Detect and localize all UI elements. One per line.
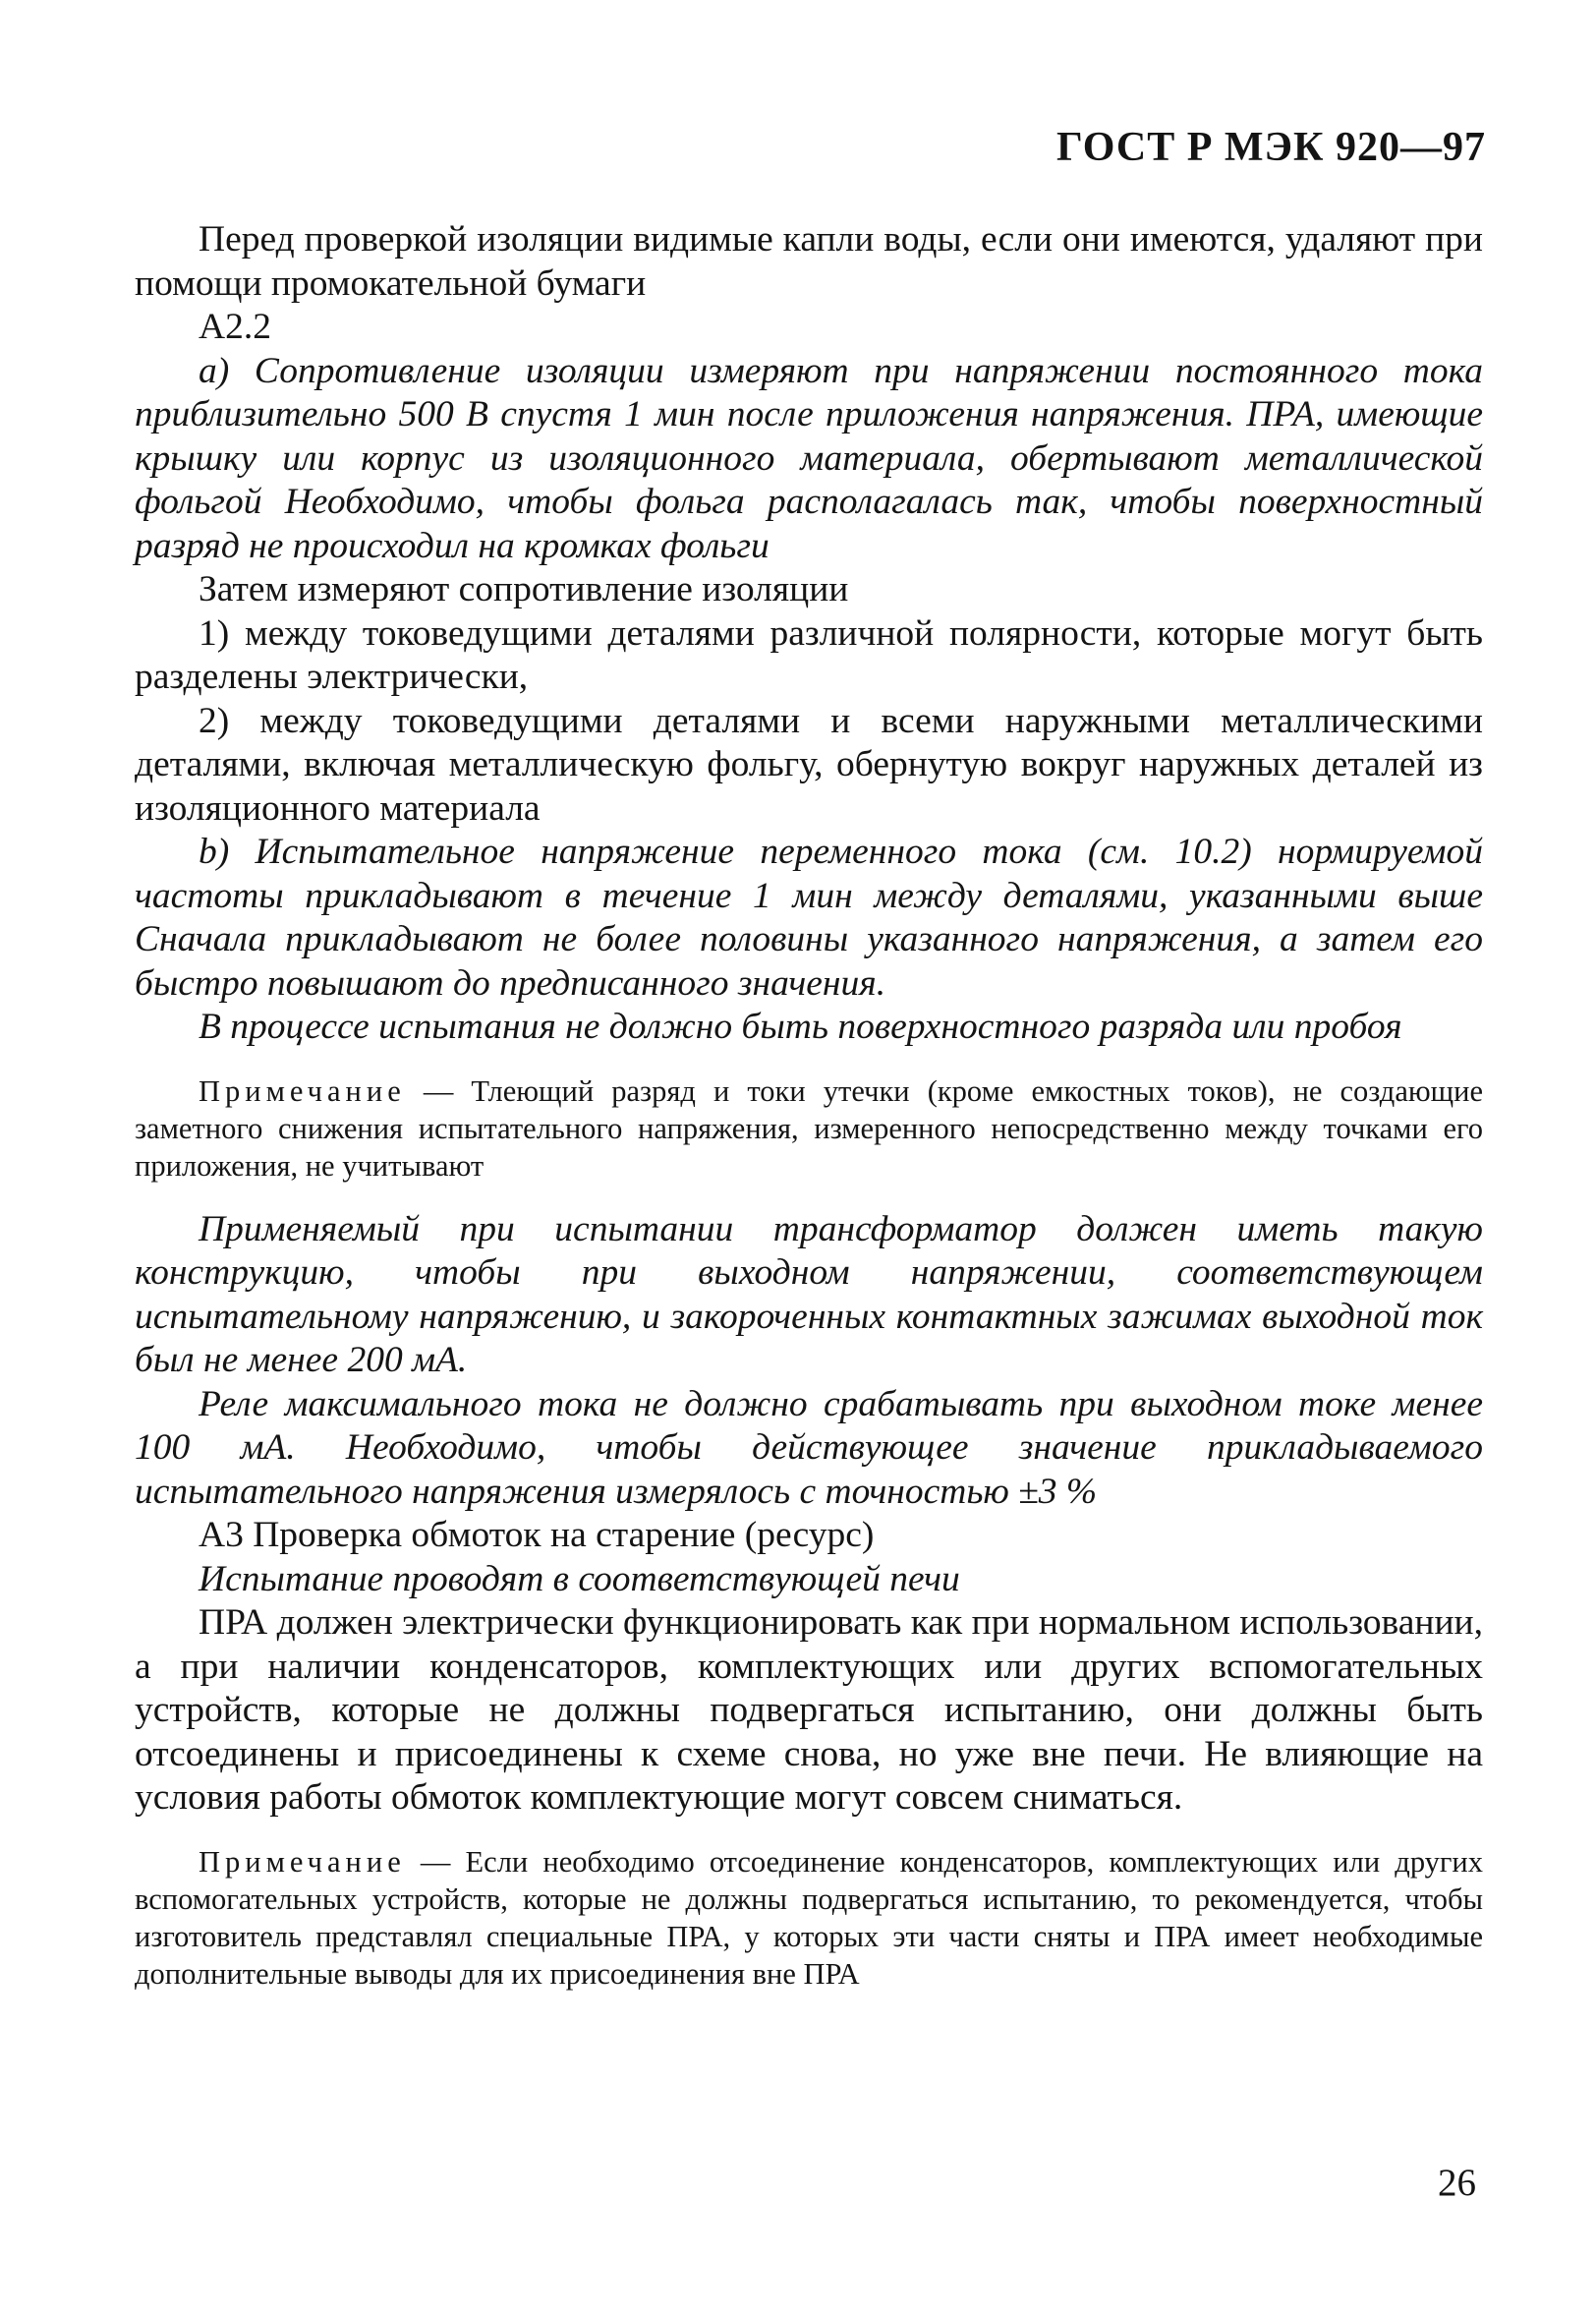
paragraph-drying: Перед проверкой изоляции видимые капли воды, если они имеются, удаляют при помощи промокательной бумаги (135, 219, 1483, 304)
note-1 (135, 1072, 1483, 1185)
paragraph-transformer: Применяемый при испытании трансформатор должен иметь такую конструкцию, чтобы при выходном напряжении, соответствующем испытательному напряжению, и закороченных контактных зажимах выходной ток был не менее 200 мА. (135, 1208, 1483, 1380)
spacer (135, 1185, 1483, 1208)
clause-number-a2-2: А2.2 (199, 307, 271, 347)
paragraph-insulation-resistance: а) Сопротивление изоляции измеряют при напряжении постоянного тока приблизительно 500 В спустя 1 мин после приложения напряжения. ПРА, имеющие крышку или корпус из изоляционного материала, обертывают металлической фольгой Необходимо, чтобы фольга располагалась так, чтобы поверхностный разряд не происходил на кромках фольги (135, 350, 1483, 566)
paragraph-operation: ПРА должен электрически функционировать как при нормальном использовании, а при наличии конденсаторов, комплектующих или других вспомогательных устройств, которые не должны подвергаться испытанию, они должны быть отсоединены и присоединены к схеме снова, но уже вне печи. Не влияющие на условия работы обмоток комплектующие могут совсем сниматься. (135, 1602, 1483, 1818)
section-heading-a3: А3 Проверка обмоток на старение (ресурс) (199, 1515, 875, 1555)
note-label: Примечание (199, 1073, 406, 1108)
list-item-1: 1) между токоведущими деталями различной полярности, которые могут быть разделены электрически, (135, 612, 1483, 697)
paragraph-measure-intro: Затем измеряют сопротивление изоляции (199, 569, 849, 609)
paragraph-oven: Испытание проводят в соответствующей печи (199, 1558, 960, 1599)
paragraph-no-breakdown: В процессе испытания не должно быть поверхностного разряда или пробоя (199, 1007, 1402, 1047)
paragraph-relay: Реле максимального тока не должно срабатывать при выходном токе менее 100 мА. Необходимо, чтобы действующее значение прикладываемого испытательного напряжения измерялось с точностью ±3 % (135, 1383, 1483, 1512)
document-header: ГОСТ Р МЭК 920—97 (1056, 125, 1486, 170)
note-2 (135, 1843, 1483, 1993)
note-1-text: — Тлеющий разряд и токи утечки (кроме емкостных токов), не создающие заметного снижения испытательного напряжения, измеренного непосредственно между точками его приложения, не учитывают (135, 1073, 1483, 1183)
note-label: Примечание (199, 1844, 406, 1879)
spacer (135, 1821, 1483, 1843)
document-body (135, 218, 1483, 1993)
spacer (135, 1050, 1483, 1072)
note-2-text: — Если необходимо отсоединение конденсаторов, комплектующих или других вспомогательных устройств, которые не должны подвергаться испытанию, то рекомендуется, чтобы изготовитель представлял специальные ПРА, у которых эти части сняты и ПРА имеет необходимые дополнительные выводы для их присоединения вне ПРА (135, 1844, 1483, 1991)
paragraph-test-voltage: b) Испытательное напряжение переменного тока (см. 10.2) нормируемой частоты прикладывают в течение 1 мин между деталями, указанными выше Сначала прикладывают не более половины указанного напряжения, а затем его быстро повышают до предписанного значения. (135, 832, 1483, 1004)
list-item-2: 2) между токоведущими деталями и всеми наружными металлическими деталями, включая металлическую фольгу, обернутую вокруг наружных деталей из изоляционного материала (135, 700, 1483, 829)
page-number: 26 (1438, 2162, 1476, 2204)
